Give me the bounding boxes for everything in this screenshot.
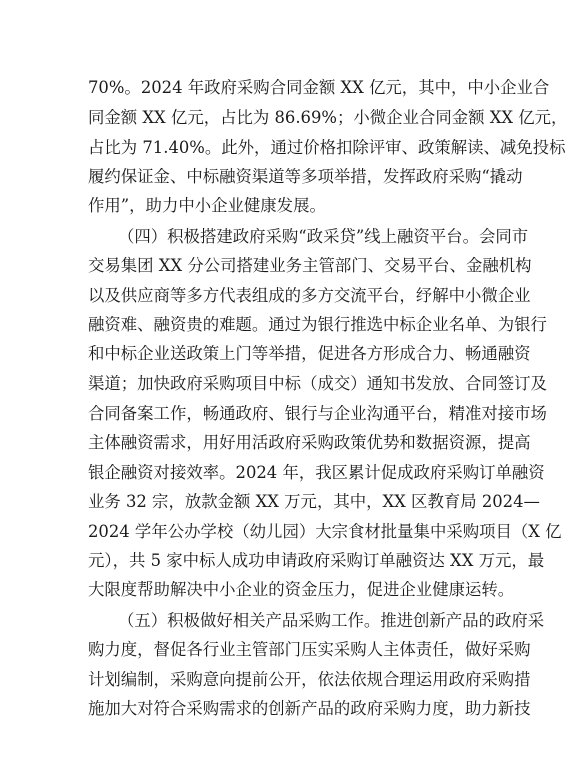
text-line: 银企融资对接效率。2024 年，我区累计促成政府采购订单融资: [88, 463, 545, 482]
text-line: 大限度帮助解决中小企业的资金压力，促进企业健康运转。: [88, 580, 515, 599]
text-line: 以及供应商等多方代表组成的多方交流平台，纾解中小微企业: [88, 286, 531, 305]
text-line: 合同备案工作，畅通政府、银行与企业沟通平台，精准对接市场: [88, 404, 547, 423]
text-line: 2024 学年公办学校（幼儿园）大宗食材批量集中采购项目（X 亿: [88, 522, 562, 541]
text-line: 履约保证金、中标融资渠道等多项举措，发挥政府采购“撬动: [88, 167, 523, 186]
text-line: 交易集团 XX 分公司搭建业务主管部门、交易平台、金融机构: [88, 256, 532, 275]
text-line: 和中标企业送政策上门等举措，促进各方形成合力、畅通融资: [88, 344, 531, 363]
text-line: 购力度，督促各行业主管部门压实采购人主体责任，做好采购: [88, 640, 531, 659]
text-line: （四）积极搭建政府采购“政采贷”线上融资平台。会同市: [118, 227, 529, 246]
text-line: 占比为 71.40%。此外，通过价格扣除评审、政策解读、减免投标: [88, 138, 566, 157]
text-line: 渠道；加快政府采购项目中标（成交）通知书发放、合同签订及: [88, 374, 547, 393]
text-line: 施加大对符合采购需求的创新产品的政府采购力度，助力新技: [88, 699, 531, 718]
text-line: 作用”，助力中小企业健康发展。: [88, 196, 326, 215]
text-line: 计划编制，采购意向提前公开，依法依规合理运用政府采购措: [88, 670, 531, 689]
text-line: 主体融资需求，用好用活政府采购政策优势和数据资源，提高: [88, 433, 531, 452]
text-line: （五）积极做好相关产品采购工作。推进创新产品的政府采: [118, 611, 545, 630]
text-line: 元），共 5 家中标人成功申请政府采购订单融资达 XX 万元，最: [88, 551, 545, 570]
text-line: 70%。2024 年政府采购合同金额 XX 亿元，其中，中小企业合: [88, 78, 550, 97]
text-line: 同金额 XX 亿元，占比为 86.69%；小微企业合同金额 XX 亿元，: [88, 108, 568, 127]
text-line: 融资难、融资贵的难题。通过为银行推选中标企业名单、为银行: [88, 315, 547, 334]
text-line: 业务 32 宗，放款金额 XX 万元，其中，XX 区教育局 2024—: [88, 492, 540, 511]
